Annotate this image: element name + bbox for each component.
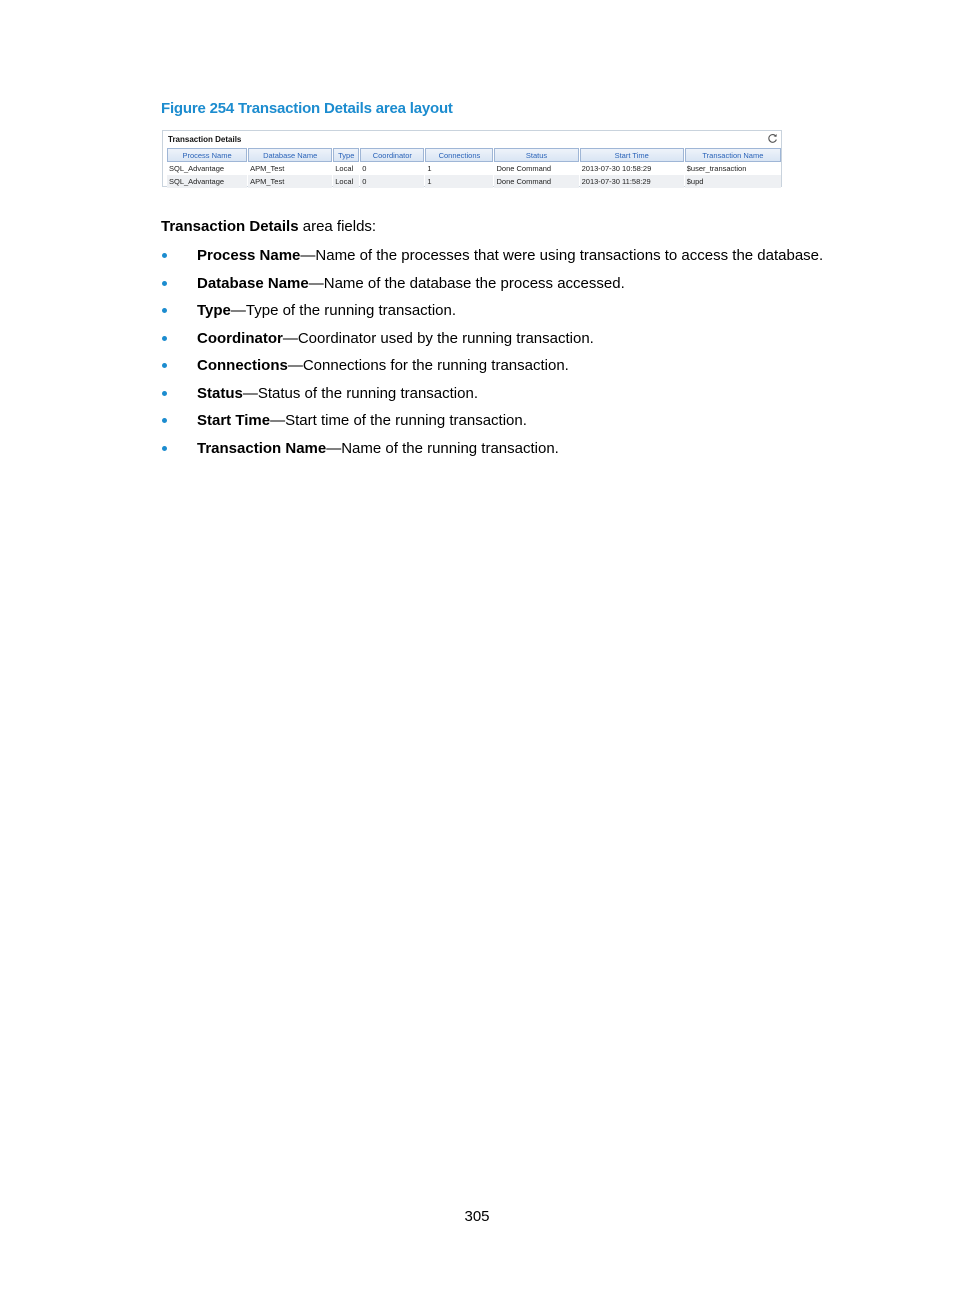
list-item [161,411,823,439]
cell-status: Done Command [496,164,552,173]
field-term: Transaction Name [197,439,327,457]
table-row[interactable] [167,162,781,175]
column-header-database-name[interactable]: Database Name [248,148,332,162]
bullet-icon [162,363,167,368]
column-header-connections[interactable]: Connections [425,148,493,162]
panel-title: Transaction Details [168,135,242,144]
bullet-icon [162,281,167,286]
cell-transaction-name: $upd [685,175,781,188]
list-item [161,329,823,357]
field-term: Connections [197,357,288,374]
cell-process-name: SQL_Advantage [169,164,225,173]
column-header-process-name[interactable]: Process Name [167,148,247,162]
column-header-transaction-name[interactable]: Transaction Name [685,148,781,162]
field-desc: —Type of the running transaction. [230,302,457,319]
field-term: Database Name [197,274,309,292]
page-number: 305 [464,1208,490,1225]
list-item [161,356,823,384]
field-term: Process Name [197,247,301,264]
fields-intro [161,218,376,235]
cell-database-name: APM_Test [248,175,332,188]
cell-transaction-name: $user_transaction [686,164,747,173]
field-desc: —Name of the database the process accessed. [308,274,625,292]
column-header-start-time[interactable]: Start Time [580,148,684,162]
table-row[interactable] [167,175,781,188]
field-desc: —Start time of the running transaction. [270,412,527,429]
field-term: Status [197,384,243,402]
cell-connections: 1 [425,175,493,188]
field-term: Start Time [197,412,271,429]
bullet-icon [162,253,167,258]
cell-status: Done Command [494,175,578,188]
intro-term: Transaction Details [161,218,299,235]
field-desc: —Name of the running transaction. [326,439,559,457]
bullet-icon [162,446,167,451]
cell-start-time: 2013-07-30 10:58:29 [581,164,652,173]
transaction-table [166,148,782,188]
field-desc: —Status of the running transaction. [242,384,478,402]
bullet-icon [162,391,167,396]
intro-text: area fields: [298,218,377,235]
refresh-icon[interactable] [767,133,778,144]
cell-database-name: APM_Test [250,164,285,173]
list-item [161,274,823,302]
cell-process-name: SQL_Advantage [167,175,247,188]
field-desc: —Connections for the running transaction. [287,357,569,374]
field-list [161,246,823,466]
cell-type: Local [333,175,359,188]
field-desc: —Name of the processes that were using transactions to access the database. [300,247,824,264]
field-term: Coordinator [197,329,283,347]
list-item [161,384,823,412]
cell-coordinator: 0 [362,164,367,173]
field-term: Type [197,302,231,319]
cell-start-time: 2013-07-30 11:58:29 [580,175,684,188]
bullet-icon [162,418,167,423]
list-item [161,246,823,274]
column-header-status[interactable]: Status [494,148,578,162]
cell-type: Local [335,164,354,173]
bullet-icon [162,308,167,313]
cell-connections: 1 [427,164,432,173]
field-desc: —Coordinator used by the running transaction. [282,329,594,347]
list-item [161,301,823,329]
cell-coordinator: 0 [360,175,424,188]
column-header-type[interactable]: Type [333,148,359,162]
bullet-icon [162,336,167,341]
list-item [161,439,823,467]
transaction-details-panel [162,130,782,187]
figure-caption: Figure 254 Transaction Details area layout [161,100,453,117]
column-header-coordinator[interactable]: Coordinator [360,148,424,162]
table-header-row [167,148,781,162]
